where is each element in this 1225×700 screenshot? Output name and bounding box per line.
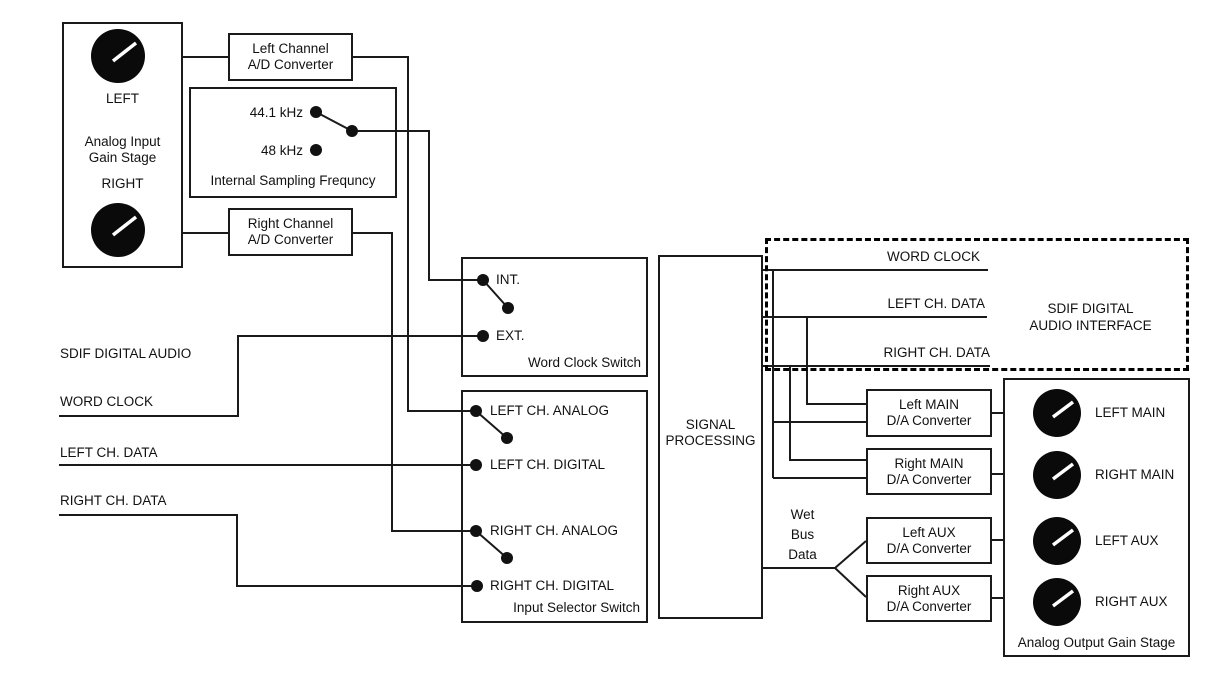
left-aux-da-line2: D/A Converter: [886, 540, 972, 556]
right-ad-line2: A/D Converter: [247, 232, 334, 247]
right-aux-da-converter-box: [866, 575, 992, 622]
sampling-option-48: 48 kHz: [260, 143, 303, 158]
input-gain-caption2: Gain Stage: [88, 150, 157, 165]
wire-right-ad-to-selector: [353, 233, 476, 531]
selector-right-digital-label: RIGHT CH. DIGITAL: [490, 578, 615, 593]
signal-processing-line1: SIGNAL: [685, 417, 736, 432]
left-ad-converter-box: [228, 33, 353, 81]
wire-wet-bus-right-aux: [835, 568, 866, 597]
sdif-interface-caption2: AUDIO INTERFACE: [1029, 318, 1152, 333]
output-gain-caption: Analog Output Gain Stage: [1017, 635, 1176, 650]
external-input-sdif-label: SDIF DIGITAL AUDIO: [60, 346, 192, 361]
sampling-option-441: 44.1 kHz: [249, 105, 303, 120]
left-main-da-line2: D/A Converter: [886, 413, 972, 428]
right-main-knob-label: RIGHT MAIN: [1095, 467, 1175, 482]
right-aux-da-line2: D/A Converter: [886, 598, 972, 614]
selector-left-analog-label: LEFT CH. ANALOG: [490, 403, 610, 418]
left-aux-knob-label: LEFT AUX: [1095, 533, 1159, 548]
wet-bus-label-line3: Data: [788, 547, 817, 562]
right-ad-converter-box: [228, 208, 353, 256]
wet-bus-label-line1: Wet: [790, 507, 815, 522]
selector-right-analog-label: RIGHT CH. ANALOG: [490, 523, 619, 538]
sdif-word-clock-label: WORD CLOCK: [886, 249, 980, 264]
left-ad-line2: A/D Converter: [247, 57, 334, 72]
selector-left-digital-label: LEFT CH. DIGITAL: [490, 457, 606, 472]
left-main-da-line1: Left MAIN: [898, 397, 960, 412]
signal-processing-line2: PROCESSING: [665, 433, 756, 448]
right-main-da-line2: D/A Converter: [886, 471, 972, 487]
wire-right-data-in: [59, 515, 477, 586]
right-aux-da-line1: Right AUX: [897, 582, 961, 598]
wire-rightdata-to-right-main: [790, 366, 866, 460]
input-selector-caption: Input Selector Switch: [513, 600, 640, 615]
input-gain-caption1: Analog Input: [84, 134, 161, 149]
word-clock-int-label: INT.: [496, 272, 521, 287]
word-clock-switch-caption: Word Clock Switch: [527, 355, 641, 370]
word-clock-ext-label: EXT.: [496, 328, 525, 343]
left-ad-line1: Left Channel: [252, 41, 329, 56]
right-main-da-converter-box: [866, 448, 992, 495]
signal-processing-box: [658, 255, 763, 619]
external-input-word-clock-label: WORD CLOCK: [60, 394, 154, 409]
sampling-caption: Internal Sampling Frequncy: [210, 173, 376, 188]
left-main-knob-label: LEFT MAIN: [1095, 405, 1166, 420]
right-knob-label: RIGHT: [101, 176, 144, 191]
right-main-da-line1: Right MAIN: [894, 455, 964, 471]
left-knob-label: LEFT: [105, 91, 139, 106]
wet-bus-label-line2: Bus: [790, 527, 815, 542]
wire-wet-bus-left-aux: [835, 541, 866, 568]
external-input-right-data-label: RIGHT CH. DATA: [60, 493, 167, 508]
sdif-left-data-label: LEFT CH. DATA: [887, 296, 985, 311]
left-aux-da-converter-box: [866, 517, 992, 564]
left-main-da-converter-box: [866, 389, 992, 437]
left-aux-da-line1: Left AUX: [902, 524, 956, 540]
right-ad-line1: Right Channel: [247, 216, 334, 231]
external-input-left-data-label: LEFT CH. DATA: [60, 445, 158, 460]
sdif-right-data-label: RIGHT CH. DATA: [883, 345, 990, 360]
right-aux-knob-label: RIGHT AUX: [1095, 594, 1168, 609]
sdif-interface-caption1: SDIF DIGITAL: [1047, 301, 1134, 316]
